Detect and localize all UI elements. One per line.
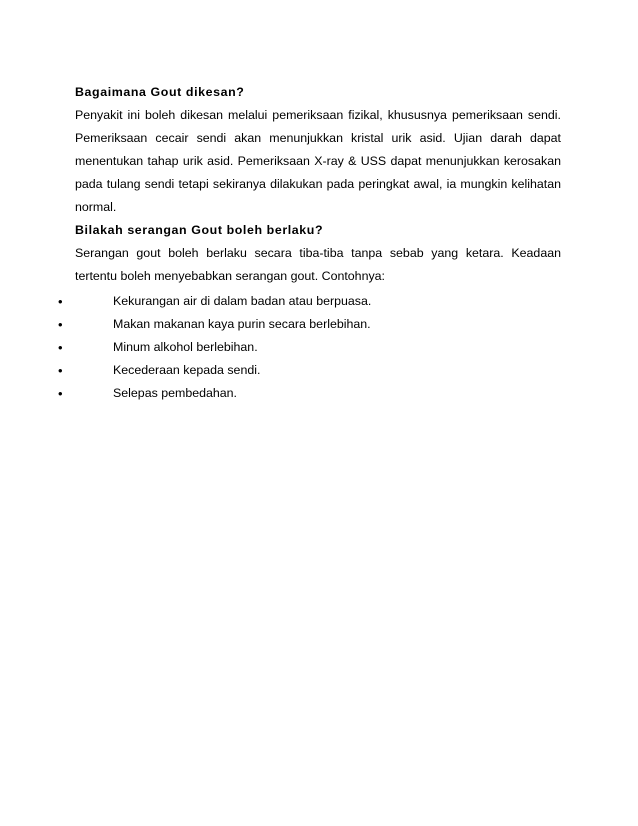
paragraph-detection: Penyakit ini boleh dikesan melalui pemeriksaan fizikal, khususnya pemeriksaan sendi. Pemeriksaan cecair sendi akan menunjukkan kristal urik asid. Ujian darah dapat menentukan tahap urik asid. Pemeriksaan X-ray & USS dapat menunjukkan kerosakan pada tulang sendi tetapi sekiranya dilakukan pada peringkat awal, ia mungkin kelihatan normal. xyxy=(75,108,561,214)
section-heading-attack: Bilakah serangan Gout boleh berlaku? xyxy=(75,223,324,237)
list-item xyxy=(0,336,638,359)
list-item xyxy=(0,313,638,336)
list-item xyxy=(0,290,638,313)
list-item-text: Selepas pembedahan. xyxy=(113,386,238,400)
bullet-icon: • xyxy=(58,386,63,401)
bullet-icon: • xyxy=(58,340,63,355)
bullet-icon: • xyxy=(58,363,63,378)
bullet-list xyxy=(0,290,638,405)
list-item xyxy=(0,382,638,405)
list-item-text: Minum alkohol berlebihan. xyxy=(113,340,258,354)
section-heading-detection: Bagaimana Gout dikesan? xyxy=(75,85,245,99)
bullet-icon: • xyxy=(58,294,63,309)
paragraph-attack: Serangan gout boleh berlaku secara tiba-tiba tanpa sebab yang ketara. Keadaan tertentu boleh menyebabkan serangan gout. Contohnya: xyxy=(75,246,561,283)
list-item-text: Kekurangan air di dalam badan atau berpuasa. xyxy=(113,294,372,308)
list-item-text: Makan makanan kaya purin secara berlebihan. xyxy=(113,317,371,331)
bullet-icon: • xyxy=(58,317,63,332)
list-item xyxy=(0,359,638,382)
list-item-text: Kecederaan kepada sendi. xyxy=(113,363,261,377)
